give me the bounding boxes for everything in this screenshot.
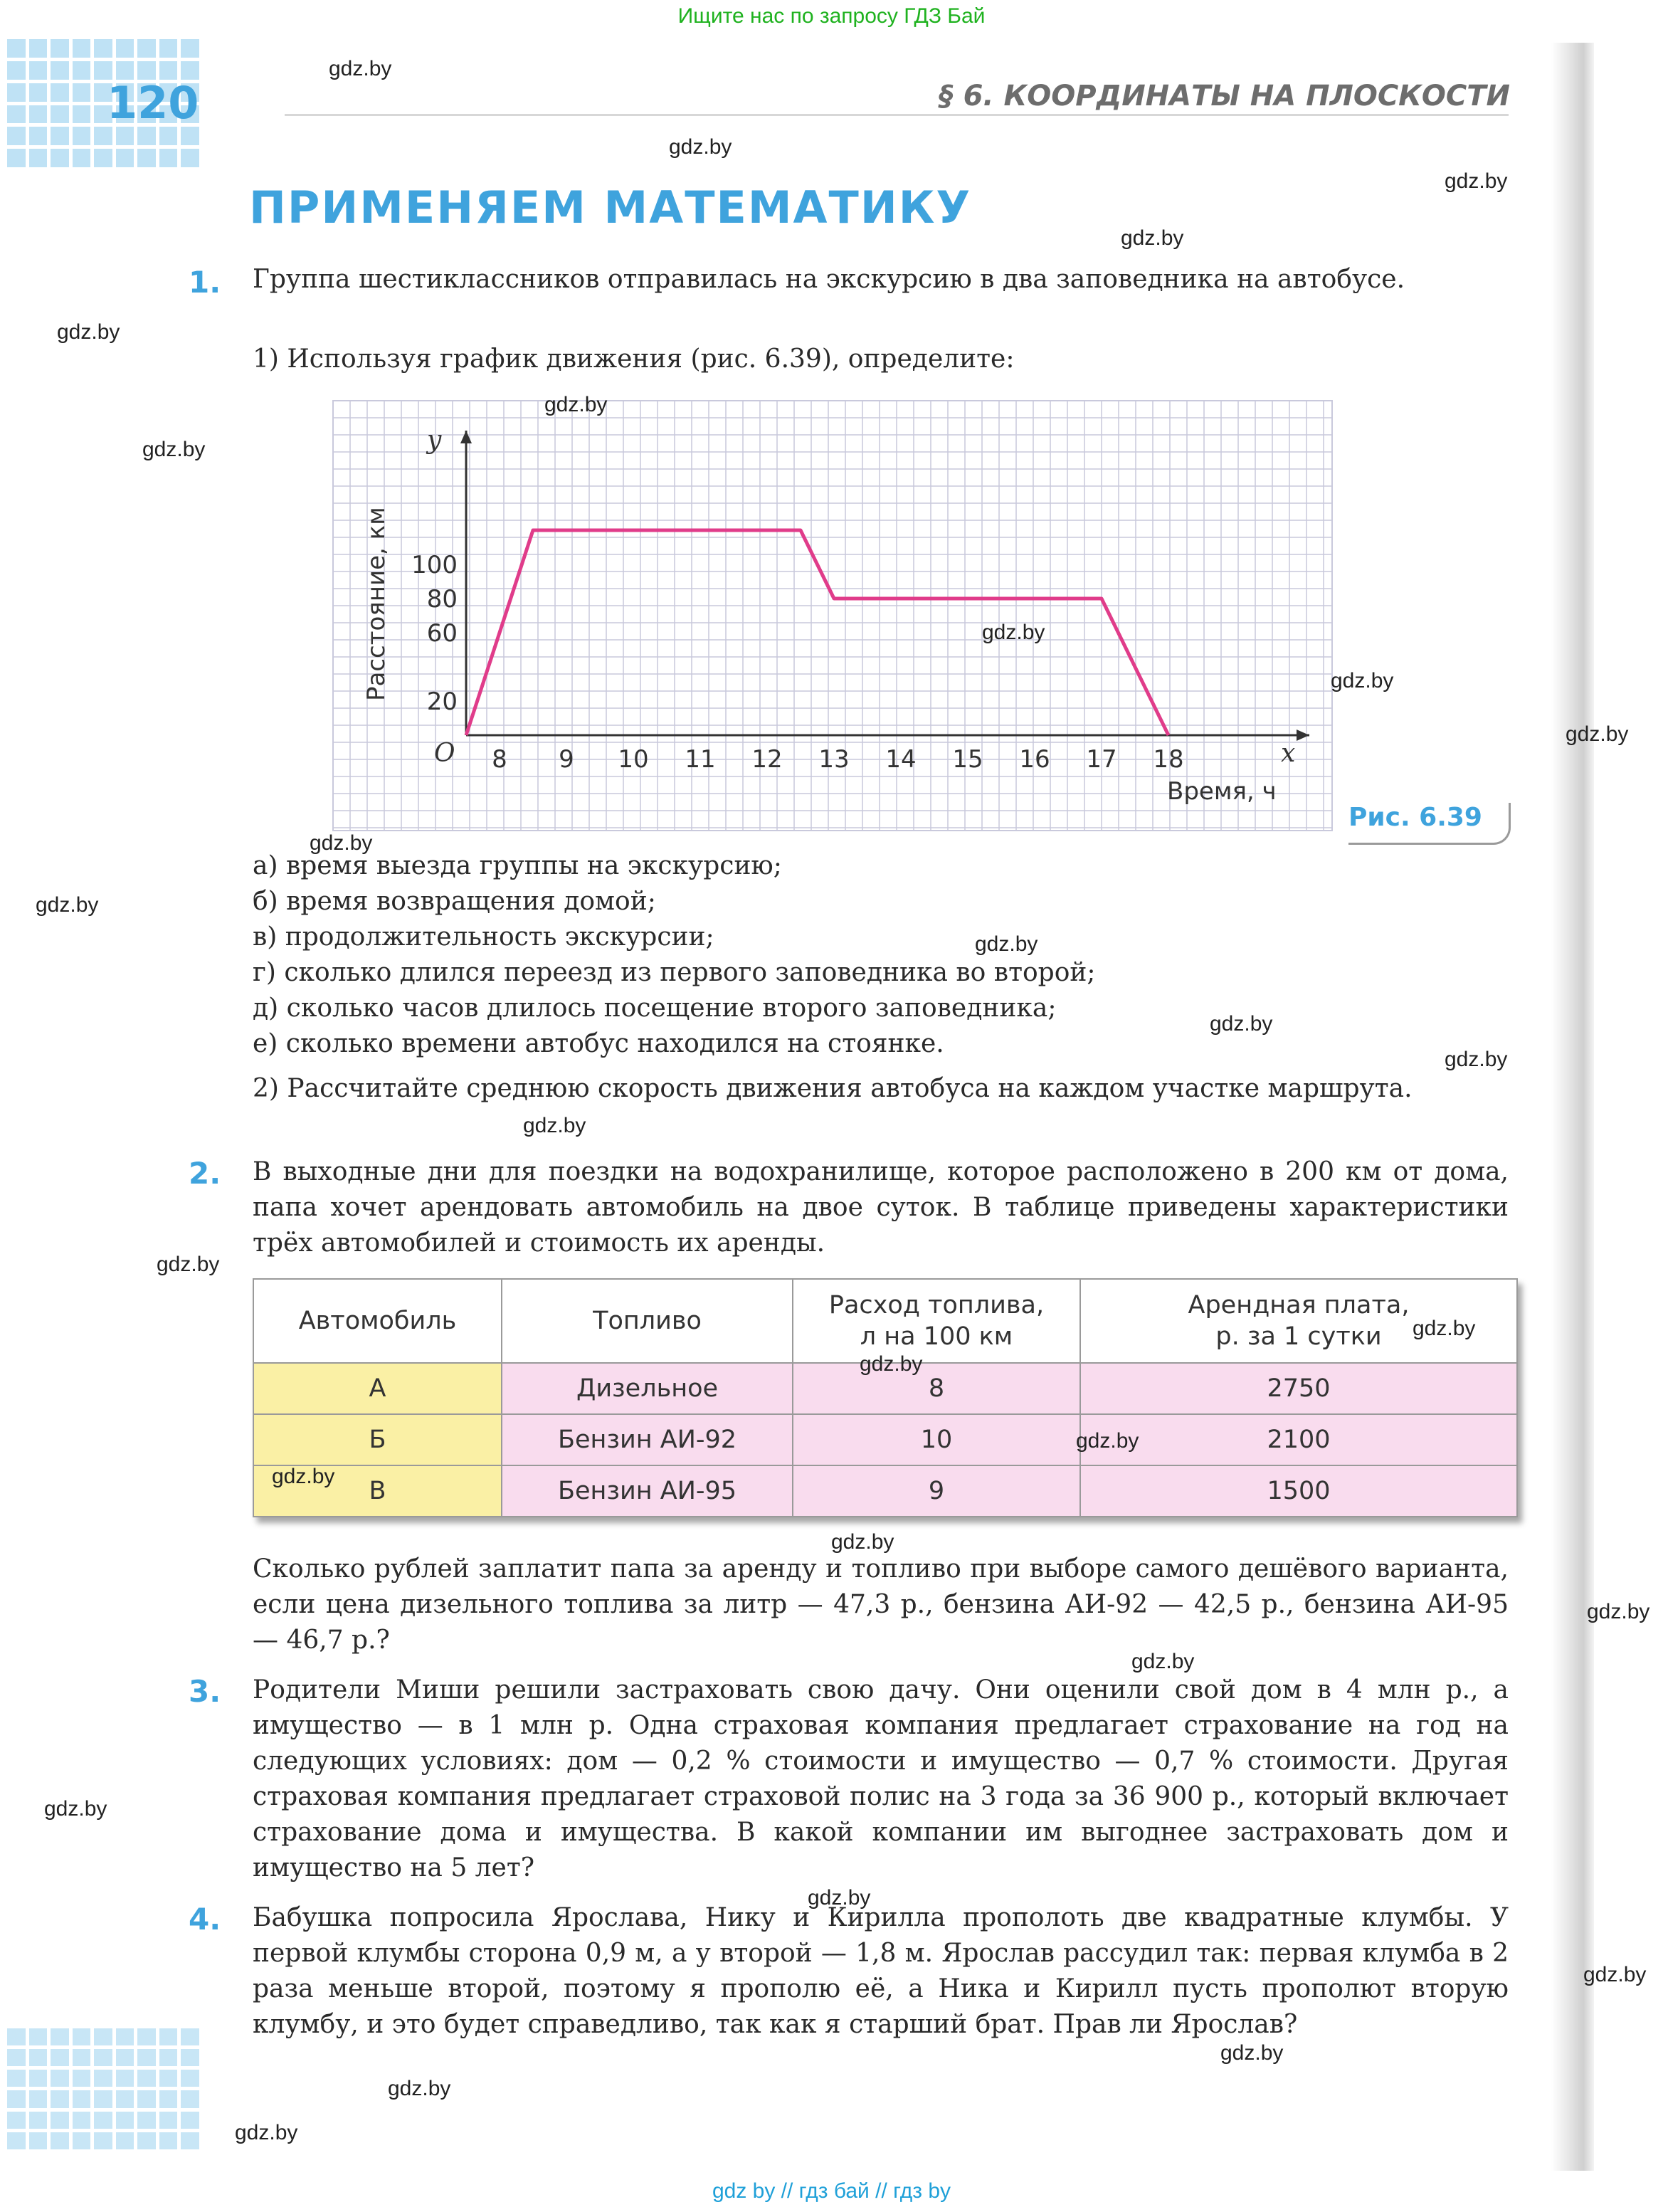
header-consumption: Расход топлива, л на 100 км: [793, 1279, 1080, 1363]
watermark: gdz.by: [1583, 1963, 1647, 1986]
task-4-number: 4.: [189, 1902, 221, 1937]
cell-rent: 2750: [1080, 1363, 1517, 1414]
task-1-items: [253, 848, 1509, 1062]
watermark: gdz.by: [860, 1352, 923, 1376]
y-tick-label: 100: [411, 551, 458, 579]
y-axis-label: Расстояние, км: [362, 507, 391, 701]
x-tick-label: 15: [952, 745, 983, 774]
page-title: ПРИМЕНЯЕМ МАТЕМАТИКУ: [249, 181, 972, 233]
x-tick-label: 10: [618, 745, 649, 774]
x-tick-label: 13: [818, 745, 850, 774]
watermark: gdz.by: [57, 320, 120, 344]
motion-graph: [327, 395, 1338, 836]
cell-consumption: 9: [793, 1465, 1080, 1517]
task-1-number: 1.: [189, 265, 221, 300]
watermark: gdz.by: [975, 932, 1038, 956]
cell-car: А: [253, 1363, 502, 1414]
watermark: gdz.by: [1220, 2041, 1284, 2065]
x-axis-label: Время, ч: [1167, 777, 1277, 806]
section-title: § 6. КООРДИНАТЫ НА ПЛОСКОСТИ: [939, 80, 1510, 112]
watermark: gdz.by: [329, 57, 392, 80]
x-tick-label: 11: [685, 745, 716, 774]
watermark: gdz.by: [142, 438, 206, 461]
header-rent: Арендная плата, р. за 1 сутки: [1080, 1279, 1517, 1363]
page-spine-shadow: [1551, 43, 1594, 2171]
watermark: gdz.by: [235, 2121, 298, 2144]
figure-caption: [1348, 803, 1511, 845]
list-item: в) продолжительность экскурсии;: [253, 922, 714, 952]
cell-car: Б: [253, 1414, 502, 1465]
x-tick-label: 8: [492, 745, 507, 774]
corner-tiles-bottom: [7, 2028, 199, 2149]
header-rule: [285, 114, 1509, 116]
watermark: gdz.by: [272, 1465, 335, 1488]
watermark: gdz.by: [310, 831, 373, 855]
task-1-sub1: 1) Используя график движения (рис. 6.39), определите:: [253, 344, 1015, 374]
watermark: gdz.by: [1121, 226, 1184, 250]
header-car: Автомобиль: [253, 1279, 502, 1363]
x-tick-label: 17: [1086, 745, 1117, 774]
figure-caption-text: Рис. 6.39: [1348, 803, 1482, 832]
task-4-text: Бабушка попросила Ярослава, Нику и Кирилла прополоть две квадратные клумбы. У первой клумбы сторона 0,9 м, а у второй — 1,8 м. Ярослав рассудил так: первая клумба в 2 раза меньше второй, поэтому я прополю её, а Ника и Кирилл пусть прополют вторую клумбу, и это будет справедливо, так как я старший брат. Прав ли Ярослав?: [253, 1903, 1509, 2039]
watermark: gdz.by: [831, 1530, 894, 1554]
watermark: gdz.by: [544, 393, 608, 416]
table-header-row: [253, 1279, 1517, 1363]
watermark: gdz.by: [669, 135, 732, 159]
origin-label: O: [434, 739, 455, 768]
list-item: б) время возвращения домой;: [253, 887, 656, 916]
list-item: г) сколько длился переезд из первого заповедника во второй;: [253, 958, 1096, 987]
y-tick-label: 20: [426, 688, 458, 716]
task-1-text: Группа шестиклассников отправилась на экскурсию в два заповедника на автобусе.: [253, 265, 1405, 294]
cell-rent: 1500: [1080, 1465, 1517, 1517]
watermark: gdz.by: [388, 2077, 451, 2100]
watermark: gdz.by: [982, 621, 1045, 644]
x-tick-label: 12: [751, 745, 783, 774]
list-item: е) сколько времени автобус находился на стоянке.: [253, 1029, 944, 1058]
cell-fuel: Бензин АИ-92: [502, 1414, 793, 1465]
x-tick-label: 9: [559, 745, 574, 774]
y-axis-letter: y: [427, 426, 442, 455]
watermark: gdz.by: [1331, 669, 1394, 692]
bottom-banner: gdz by // гдз бай // гдз by: [712, 2179, 951, 2203]
y-tick-label: 60: [426, 619, 458, 648]
rental-table: [253, 1278, 1518, 1517]
cell-rent: 2100: [1080, 1414, 1517, 1465]
watermark: gdz.by: [523, 1114, 586, 1137]
list-item: д) сколько часов длилось посещение второго заповедника;: [253, 994, 1057, 1023]
x-axis-letter: x: [1281, 739, 1296, 768]
task-3-text: Родители Миши решили застраховать свою дачу. Они оценили свой дом в 4 млн р., а имущество — в 1 млн р. Одна страховая компания предлагает страхование на год на следующих условиях: дом — 0,2 % стоимости и имущество — 0,7 % стоимости. Другая страховая компания предлагает страховой полис на 3 года за 36 900 р., который включает страхование дома и имущества. В какой компании им выгоднее застраховать дом и имущество на 5 лет?: [253, 1675, 1509, 1882]
cell-consumption: 8: [793, 1363, 1080, 1414]
cell-fuel: Дизельное: [502, 1363, 793, 1414]
x-tick-label: 14: [885, 745, 917, 774]
watermark: gdz.by: [1413, 1317, 1476, 1340]
task-2-number: 2.: [189, 1156, 221, 1191]
task-2-text: В выходные дни для поездки на водохранилище, которое расположено в 200 км от дома, папа хочет арендовать автомобиль на двое суток. В таблице приведены характеристики трёх автомобилей и стоимость их аренды.: [253, 1157, 1509, 1258]
page-number: 120: [107, 77, 199, 129]
watermark: gdz.by: [1587, 1600, 1650, 1623]
watermark: gdz.by: [1076, 1429, 1139, 1453]
x-tick-label: 18: [1153, 745, 1184, 774]
watermark: gdz.by: [808, 1886, 871, 1910]
top-banner: Ищите нас по запросу ГДЗ Бай: [677, 4, 986, 28]
watermark: gdz.by: [44, 1797, 107, 1821]
watermark: gdz.by: [36, 893, 99, 917]
watermark: gdz.by: [1445, 169, 1508, 193]
task-2-question: Сколько рублей заплатит папа за аренду и топливо при выборе самого дешёвого варианта, если цена дизельного топлива за литр — 47,3 р., бензина АИ-92 — 42,5 р., бензина АИ-95 — 46,7 р.?: [253, 1554, 1509, 1655]
watermark: gdz.by: [1566, 722, 1629, 746]
task-3-number: 3.: [189, 1674, 221, 1709]
task-1-sub2: 2) Рассчитайте среднюю скорость движения автобуса на каждом участке маршрута.: [253, 1074, 1413, 1103]
header-fuel: Топливо: [502, 1279, 793, 1363]
cell-car: В: [253, 1465, 502, 1517]
rental-table-wrap: [253, 1278, 1518, 1517]
list-item: а) время выезда группы на экскурсию;: [253, 851, 782, 880]
cell-consumption: 10: [793, 1414, 1080, 1465]
watermark: gdz.by: [1131, 1650, 1195, 1673]
watermark: gdz.by: [157, 1253, 220, 1276]
x-tick-label: 16: [1019, 745, 1050, 774]
table-row: [253, 1465, 1517, 1517]
cell-fuel: Бензин АИ-95: [502, 1465, 793, 1517]
table-row: [253, 1414, 1517, 1465]
y-tick-label: 80: [426, 585, 458, 613]
watermark: gdz.by: [1210, 1012, 1273, 1036]
watermark: gdz.by: [1445, 1048, 1508, 1071]
